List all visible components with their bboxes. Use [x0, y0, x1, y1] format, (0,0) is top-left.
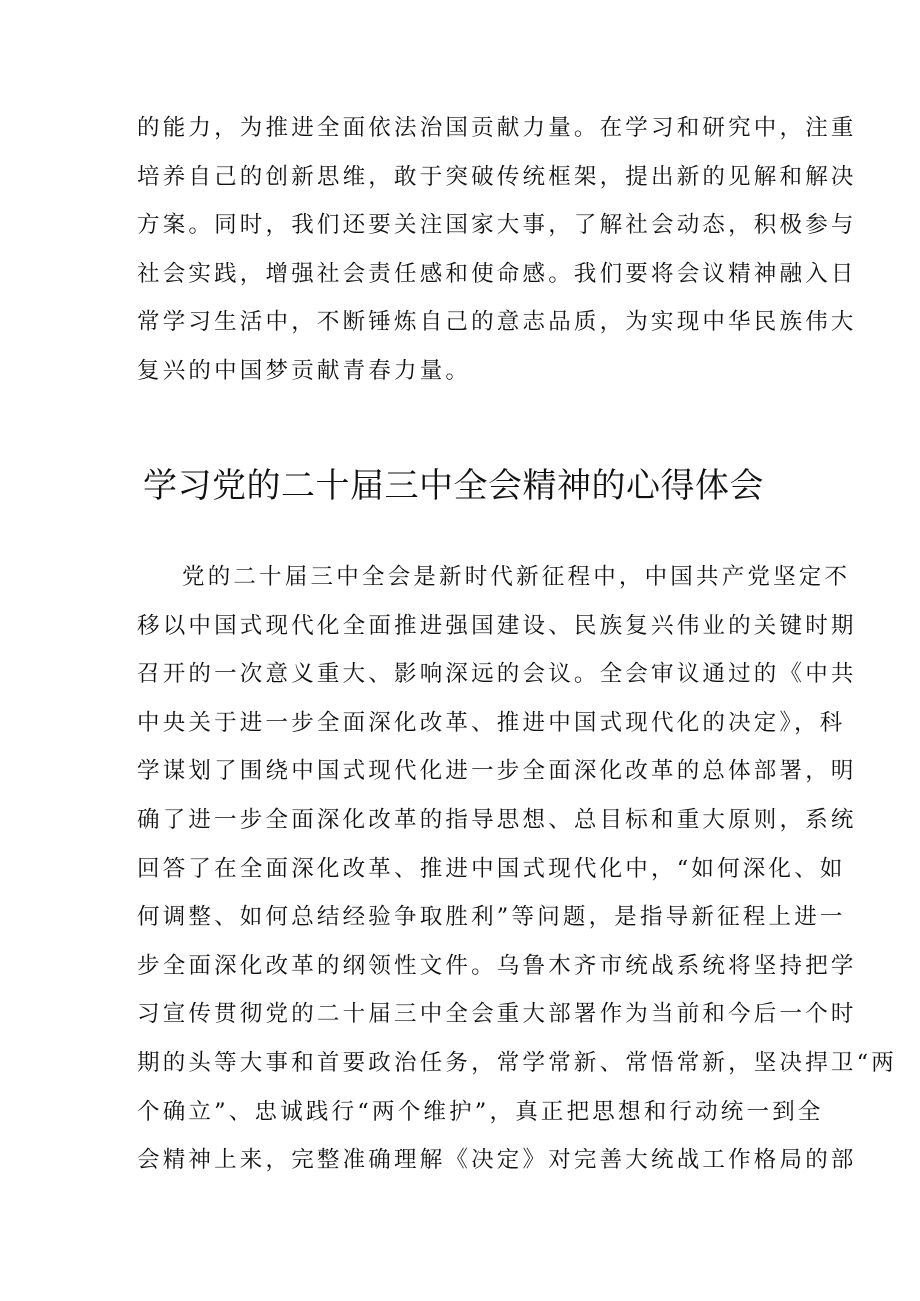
text-line: 中央关于进一步全面深化改革、推进中国式现代化的决定》，科: [137, 709, 846, 736]
text-line: 步全面深化改革的纲领性文件。乌鲁木齐市统战系统将坚持把学: [137, 952, 857, 979]
text-line: 的能力，为推进全面依法治国贡献力量。在学习和研究中，注重: [137, 115, 857, 141]
text-line: 何调整、如何总结经验争取胜利”等问题，是指导新征程上进一: [137, 904, 846, 931]
text-line: 期的头等大事和首要政治任务，常学常新、常悟常新，坚决捍卫“两: [137, 1049, 898, 1076]
paragraph-continued: [137, 104, 857, 396]
text-line: 个确立”、忠诚践行“两个维护”，真正把思想和行动统一到全: [137, 1098, 824, 1125]
text-line: 社会实践，增强社会责任感和使命感。我们要将会议精神融入日: [137, 260, 857, 287]
text-line: 确了进一步全面深化改革的指导思想、总目标和重大原则，系统: [137, 806, 857, 833]
text-line: 习宣传贯彻党的二十届三中全会重大部署作为当前和今后一个时: [137, 1001, 857, 1028]
text-line: 回答了在全面深化改革、推进中国式现代化中，“如何深化、如: [137, 855, 846, 882]
text-line: 方案。同时，我们还要关注国家大事，了解社会动态，积极参与: [137, 212, 857, 239]
text-line: 党的二十届三中全会是新时代新征程中，中国共产党坚定不: [182, 564, 851, 590]
section-heading: 学习党的二十届三中全会精神的心得体会: [143, 466, 764, 506]
text-line: 复兴的中国梦贡献青春力量。: [137, 357, 472, 384]
paragraph-body: [137, 553, 898, 1185]
text-line: 召开的一次意义重大、影响深远的会议。全会审议通过的《中共: [137, 661, 857, 688]
text-line: 常学习生活中，不断锤炼自己的意志品质，为实现中华民族伟大: [137, 309, 857, 336]
text-line: 会精神上来，完整准确理解《决定》对完善大统战工作格局的部: [137, 1147, 857, 1174]
text-line: 移以中国式现代化全面推进强国建设、民族复兴伟业的关键时期: [137, 612, 857, 639]
text-line: 学谋划了围绕中国式现代化进一步全面深化改革的总体部署，明: [137, 758, 857, 785]
text-line: 培养自己的创新思维，敢于突破传统框架，提出新的见解和解决: [137, 163, 857, 190]
